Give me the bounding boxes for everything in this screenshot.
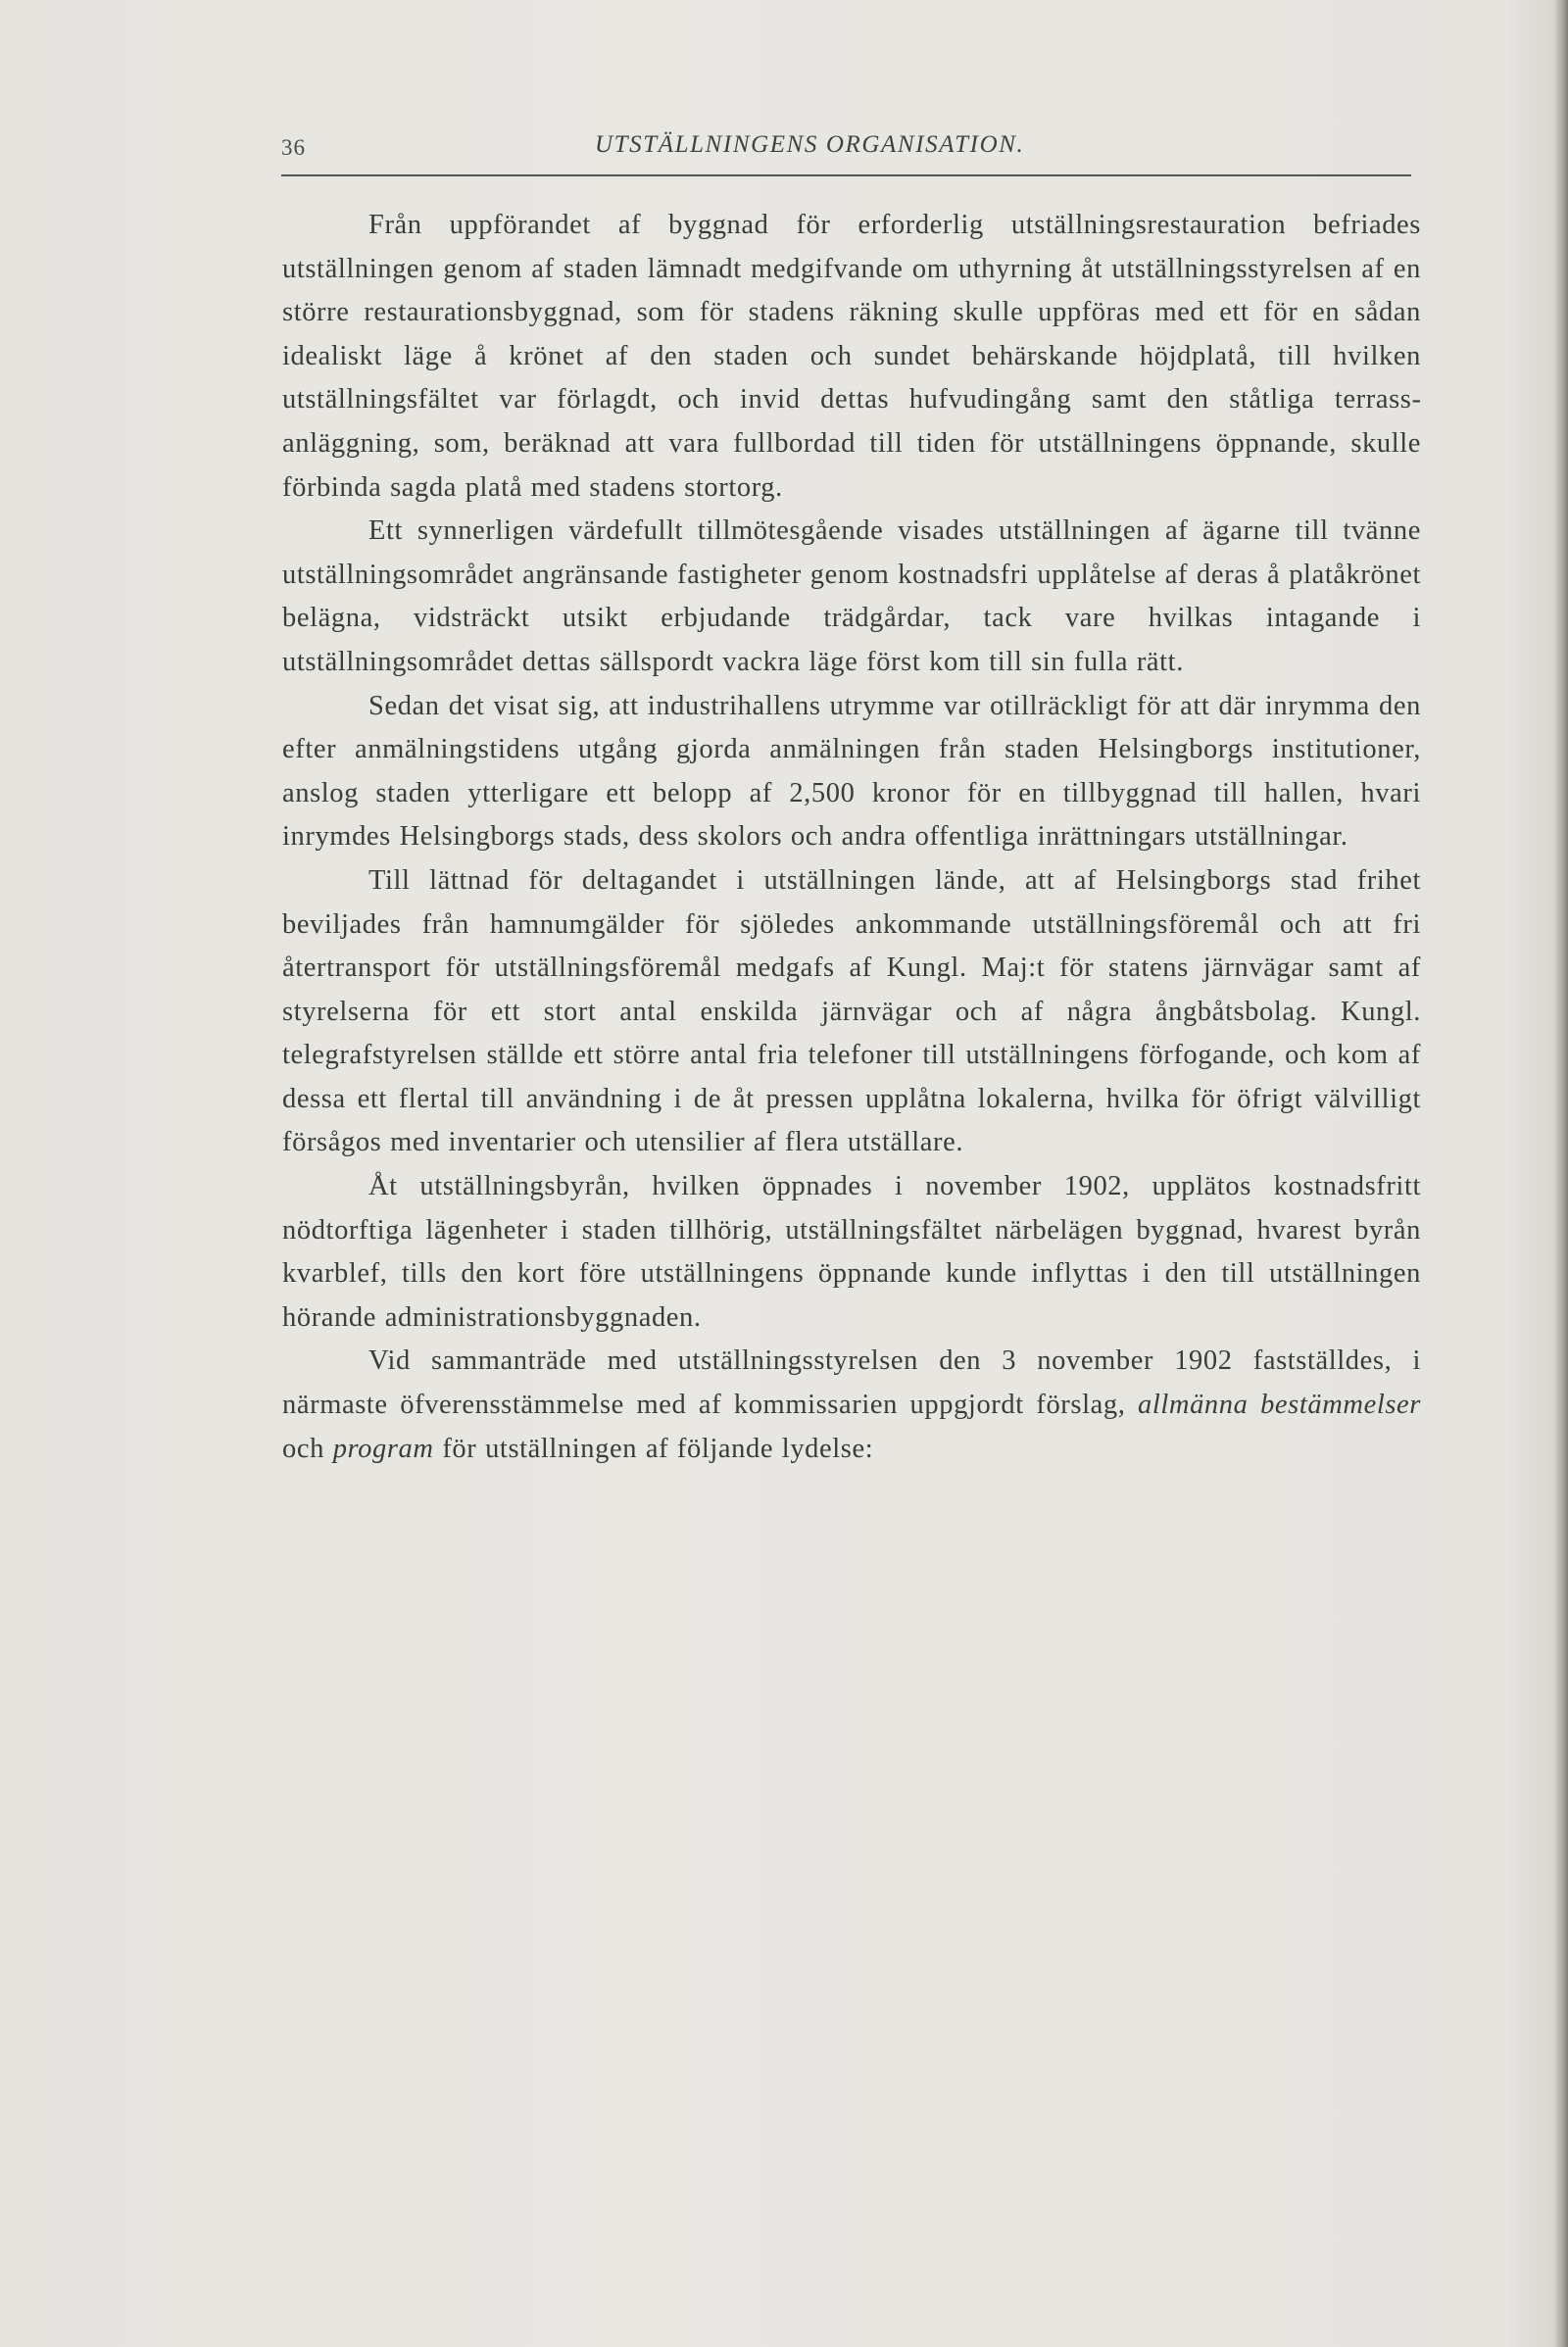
regulations-text-after: för utställningen af följande lydelse: bbox=[433, 1433, 874, 1464]
regulations-emphasis-program: program bbox=[332, 1433, 434, 1464]
page-edge-shadow bbox=[1554, 0, 1568, 2347]
regulations-text-middle: och bbox=[282, 1433, 333, 1464]
paragraph-gardens: Ett synnerligen värdefullt tillmötesgående visades utställningen af ägarne till tvänne utställningsområdet angränsande fastigheter genom kostnadsfri upplåtelse af deras å platåkrönet belägna, vidsträckt utsikt erbjudande trädgårdar, tack vare hvilkas intagande i utställningsområdet dettas sällspordt vackra läge först kom till sin fulla rätt. bbox=[282, 515, 1421, 677]
body-text bbox=[282, 204, 1421, 1471]
paragraph-restaurant: Från uppförandet af byggnad för erforderlig utställningsrestauration befriades utställningen genom af staden lämnadt medgifvande om uthyrning åt utställningsstyrelsen af en större restaurationsbyggnad, som för stadens räkning skulle uppföras med ett för en sådan idealiskt läge å krönet af den staden och sundet behärskande höjdplatå, till hvilken utställningsfältet var förlagdt, och invid dettas hufvudingång samt den ståtliga terrassanläggning, som, beräknad att vara fullbordad till tiden för utställningens öppnande, skulle förbinda sagda platå med stadens stortorg. bbox=[282, 210, 1421, 503]
paragraph-industrial-hall: Sedan det visat sig, att industrihallens utrymme var otillräckligt för att där inrymma den efter anmälningstidens utgång gjorda anmälningen från staden Helsingborgs institutioner, anslog staden ytterligare ett belopp af 2,500 kronor för en tillbyggnad till hallen, hvari inrymdes Helsingborgs stads, dess skolors och andra offentliga inrättningars utställningar. bbox=[282, 690, 1421, 853]
running-head: UTSTÄLLNINGENS ORGANISATION. bbox=[595, 131, 1025, 158]
paragraph-exhibition-office: Åt utställningsbyrån, hvilken öppnades i november 1902, upplätos kostnadsfritt nödtorftiga lägenheter i staden tillhörig, utställningsfältet närbelägen byggnad, hvarest byrån kvarblef, tills den kort före utställningens öppnande kunde inflyttas i den till utställningen hörande administrationsbyggnaden. bbox=[282, 1171, 1421, 1333]
regulations-text-before: Vid sammanträde med utställningsstyrelsen den 3 november 1902 fastställdes, i närmaste öfverensstämmelse med af kommissarien uppgjordt förslag, bbox=[282, 1345, 1421, 1421]
page-header bbox=[281, 131, 1411, 178]
paragraph-transport: Till lättnad för deltagandet i utställningen lände, att af Helsingborgs stad frihet beviljades från hamnumgälder för sjöledes ankommande utställningsföremål och att fri återtransport för utställningsföremål medgafs af Kungl. Maj:t för statens järnvägar samt af styrelserna för ett stort antal enskilda järnvägar och af några ångbåtsbolag. Kungl. telegrafstyrelsen ställde ett större antal fria telefoner till utställningens förfogande, och kom af dessa ett flertal till användning i de åt pressen upplåtna lokalerna, hvilka för öfrigt välvilligt försågos med inventarier och utensilier af flera utställare. bbox=[282, 864, 1421, 1158]
regulations-emphasis-general: allmänna bestämmelser bbox=[1138, 1390, 1421, 1421]
page-number: 36 bbox=[281, 135, 306, 160]
header-rule bbox=[281, 174, 1411, 176]
paragraph-regulations bbox=[282, 1340, 1421, 1471]
